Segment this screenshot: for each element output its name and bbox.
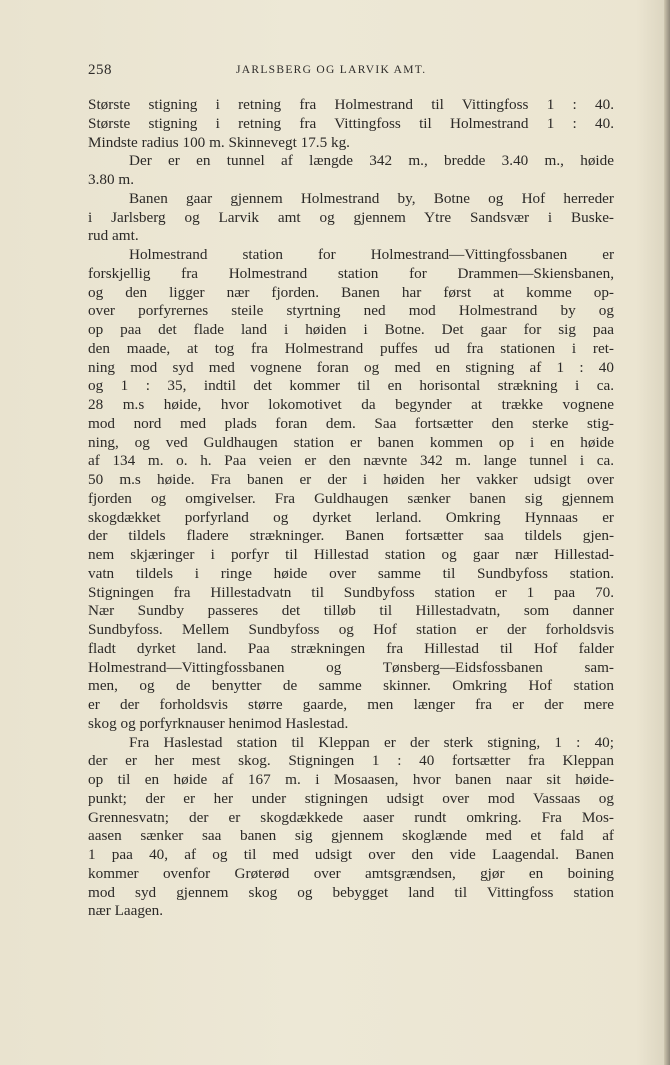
text-line: Nær Sundby passeres det tilløb til Hillestadvatn, som danner	[88, 602, 614, 620]
text-line: op til en høide af 167 m. i Mosaasen, hvor banen naar sit høide-	[88, 771, 614, 788]
text-line: nem skjæringer i porfyr til Hillestad station og gaar nær Hillestad-	[88, 546, 614, 563]
text-line: Banen gaar gjennem Holmestrand by, Botne og Hof herreder	[129, 189, 614, 207]
text-line: ning, og ved Guldhaugen station er banen kommen op i en høide	[88, 433, 614, 451]
text-line: skogdækket porfyrland og dyrket lerland. Omkring Hynnaas er	[88, 508, 614, 526]
text-line: mod syd gjennem skog og bebygget land til Vittingfoss station	[88, 883, 614, 901]
text-line: ning mod syd med vognene foran og med en stigning af 1 : 40	[88, 358, 614, 376]
text-line: fjorden og omgivelser. Fra Guldhaugen sænker banen sig gjennem	[88, 489, 614, 507]
text-line: og 1 : 35, indtil det kommer til en horisontal strækning i ca.	[88, 377, 614, 395]
text-line: rud amt.	[88, 227, 139, 245]
text-line: kommer ovenfor Grøterød over amtsgrændsen, gjør en boining	[88, 864, 614, 882]
text-line: 28 m.s høide, hvor lokomotivet da begynder at trække vognene	[88, 396, 614, 413]
text-line: skog og porfyrknauser henimod Haslestad.	[88, 714, 349, 732]
text-line: Fra Haslestad station til Kleppan er der sterk stigning, 1 : 40;	[129, 733, 614, 751]
text-line: over porfyrernes steile styrtning ned mod Holmestrand by og	[88, 302, 614, 320]
text-line: i Jarlsberg og Larvik amt og gjennem Ytre Sandsvær i Buske-	[88, 208, 614, 226]
text-line: der er her mest skog. Stigningen 1 : 40 fortsætter fra Kleppan	[88, 752, 614, 770]
text-line: er der forholdsvis større gaarde, men længer fra er der mere	[88, 696, 614, 713]
text-line: Største stigning i retning fra Holmestrand til Vittingfoss 1 : 40.	[88, 96, 614, 113]
text-line: Holmestrand station for Holmestrand—Vittingfossbanen er	[129, 246, 614, 263]
text-line: Holmestrand—Vittingfossbanen og Tønsberg—Eidsfossbanen sam-	[88, 658, 614, 676]
page-header	[88, 62, 613, 82]
text-line: Sundbyfoss. Mellem Sundbyfoss og Hof station er der forholdsvis	[88, 621, 614, 638]
text-line: mod nord med plads foran dem. Saa fortsætter den sterke stig-	[88, 414, 614, 432]
text-line: nær Laagen.	[88, 902, 164, 920]
text-line: der tildels fladere strækninger. Banen fortsætter saa tildels gjen-	[88, 527, 614, 545]
text-line: men, og de benytter de samme skinner. Omkring Hof station	[88, 677, 614, 695]
text-line: den maade, at tog fra Holmestrand puffes ud fra stationen i ret-	[88, 339, 614, 357]
text-line: Mindste radius 100 m. Skinnevegt 17.5 kg.	[88, 133, 350, 151]
text-line: forskjellig fra Holmestrand station for Drammen—Skiensbanen,	[88, 264, 614, 282]
page-number: 258	[88, 62, 112, 78]
text-line: 50 m.s høide. Fra banen er der i høiden her vakker udsigt over	[88, 471, 614, 488]
running-head: JARLSBERG OG LARVIK AMT.	[236, 64, 427, 76]
text-line: op paa det flade land i høiden i Botne. Det gaar for sig paa	[88, 321, 614, 338]
text-line: punkt; der er her under stigningen udsigt over mod Vassaas og	[88, 789, 614, 807]
text-line: Stigningen fra Hillestadvatn til Sundbyfoss station er 1 paa 70.	[88, 583, 614, 601]
text-line: 3.80 m.	[88, 171, 134, 188]
text-line: Grennesvatn; der er skogdækkede aaser rundt omkring. Fra Mos-	[88, 808, 614, 826]
text-line: Der er en tunnel af længde 342 m., bredde 3.40 m., høide	[129, 152, 614, 170]
text-line: 1 paa 40, af og til med udsigt over den vide Laagendal. Banen	[88, 846, 614, 863]
text-line: vatn tildels i ringe høide over samme til Sundbyfoss station.	[88, 564, 614, 582]
text-line: aasen sænker saa banen sig gjennem skoglænde med et fald af	[88, 827, 614, 845]
body-text	[88, 96, 614, 921]
text-line: Største stigning i retning fra Vittingfoss til Holmestrand 1 : 40.	[88, 114, 614, 132]
page-edge	[664, 0, 670, 1065]
text-line: og den ligger nær fjorden. Banen har først at komme op-	[88, 283, 614, 301]
text-line: fladt dyrket land. Paa strækningen fra Hillestad til Hof falder	[88, 639, 614, 657]
text-line: af 134 m. o. h. Paa veien er den nævnte 342 m. lange tunnel i ca.	[88, 452, 614, 470]
